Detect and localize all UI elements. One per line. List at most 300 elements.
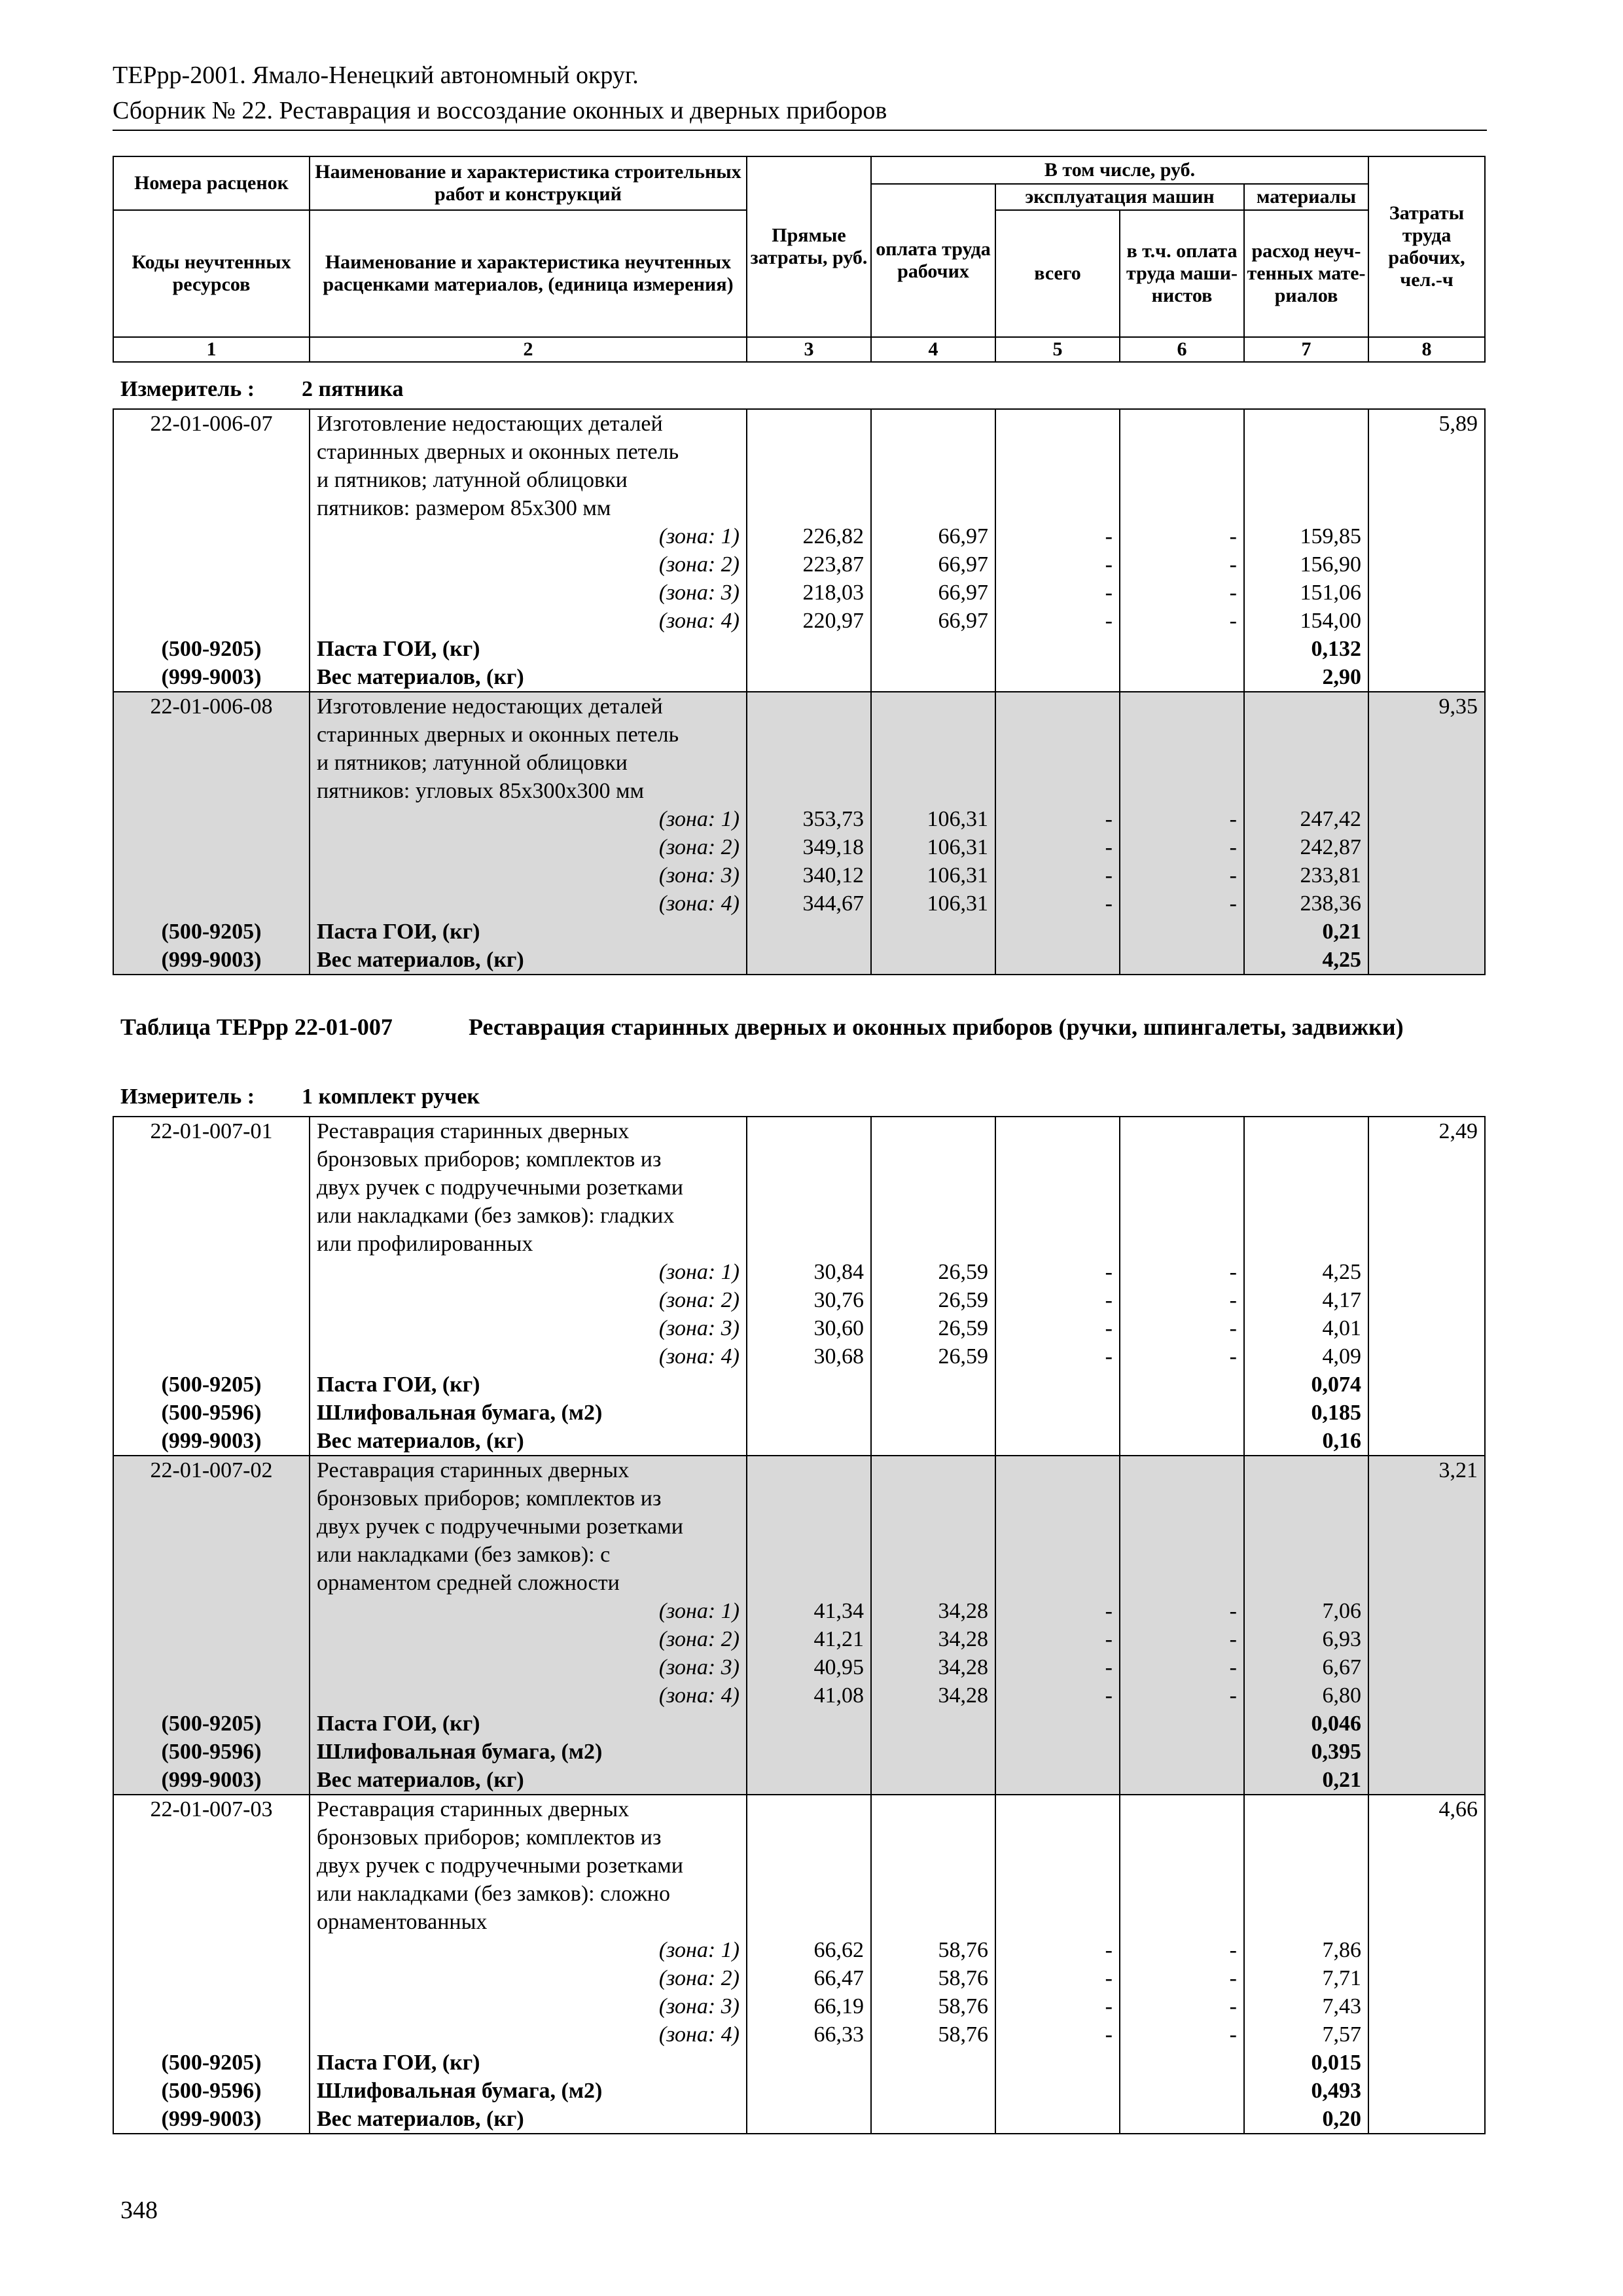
empty-cell bbox=[747, 1823, 871, 1852]
rate-description-row bbox=[113, 1484, 1485, 1513]
empty-cell bbox=[871, 1852, 995, 1880]
rate-description: орнаментованных bbox=[310, 1908, 747, 1936]
material-consumption: 4,25 bbox=[1244, 946, 1368, 975]
empty-cell bbox=[1120, 438, 1244, 466]
empty-cell bbox=[1368, 2049, 1485, 2077]
empty-cell bbox=[1120, 1202, 1244, 1230]
empty-cell bbox=[871, 1541, 995, 1569]
labor-costs bbox=[1368, 494, 1485, 522]
empty-cell bbox=[995, 438, 1120, 466]
material-consumption: 0,074 bbox=[1244, 1371, 1368, 1399]
empty-cell bbox=[871, 635, 995, 663]
empty-cell bbox=[1368, 1597, 1485, 1625]
header-machines: эксплуатация машин bbox=[995, 184, 1244, 210]
machinists-pay: - bbox=[1120, 1964, 1244, 1992]
empty-cell bbox=[995, 1456, 1120, 1484]
empty-cell bbox=[995, 1880, 1120, 1908]
empty-cell bbox=[113, 1597, 310, 1625]
resource-code: (999-9003) bbox=[113, 946, 310, 975]
machinists-pay: - bbox=[1120, 1314, 1244, 1342]
empty-cell bbox=[995, 1569, 1120, 1597]
empty-cell bbox=[1244, 1202, 1368, 1230]
empty-cell bbox=[1244, 1908, 1368, 1936]
empty-cell bbox=[1244, 692, 1368, 721]
zone-label: (зона: 3) bbox=[310, 861, 747, 889]
resource-code: (500-9205) bbox=[113, 1710, 310, 1738]
zone-row bbox=[113, 1964, 1485, 1992]
rate-description: Изготовление недостающих деталей bbox=[310, 409, 747, 438]
empty-cell bbox=[995, 494, 1120, 522]
empty-cell bbox=[1244, 1230, 1368, 1258]
direct-costs: 223,87 bbox=[747, 550, 871, 579]
direct-costs: 41,08 bbox=[747, 1681, 871, 1710]
empty-cell bbox=[995, 663, 1120, 692]
empty-cell bbox=[871, 438, 995, 466]
empty-cell bbox=[747, 2049, 871, 2077]
header-materials: материалы bbox=[1244, 184, 1368, 210]
labor-costs: 3,21 bbox=[1368, 1456, 1485, 1484]
material-name: Шлифовальная бумага, (м2) bbox=[310, 2077, 747, 2105]
rate-description-row bbox=[113, 1456, 1485, 1484]
empty-cell bbox=[747, 1569, 871, 1597]
rate-description-row bbox=[113, 1823, 1485, 1852]
workers-pay: 106,31 bbox=[871, 861, 995, 889]
empty-cell bbox=[995, 1145, 1120, 1174]
zone-label: (зона: 1) bbox=[310, 1597, 747, 1625]
material-name: Шлифовальная бумага, (м2) bbox=[310, 1399, 747, 1427]
empty-cell bbox=[1244, 1145, 1368, 1174]
empty-cell bbox=[747, 1852, 871, 1880]
material-row bbox=[113, 1738, 1485, 1766]
empty-cell bbox=[747, 466, 871, 494]
materials-cost: 156,90 bbox=[1244, 550, 1368, 579]
direct-costs: 218,03 bbox=[747, 579, 871, 607]
empty-cell bbox=[747, 1541, 871, 1569]
direct-costs: 66,47 bbox=[747, 1964, 871, 1992]
direct-costs: 40,95 bbox=[747, 1653, 871, 1681]
empty-cell bbox=[871, 466, 995, 494]
empty-cell bbox=[747, 1230, 871, 1258]
rate-description: Реставрация старинных дверных bbox=[310, 1456, 747, 1484]
empty-cell bbox=[871, 749, 995, 777]
material-consumption: 0,395 bbox=[1244, 1738, 1368, 1766]
machinists-pay: - bbox=[1120, 1625, 1244, 1653]
workers-pay: 26,59 bbox=[871, 1314, 995, 1342]
labor-costs bbox=[1368, 1541, 1485, 1569]
empty-cell bbox=[871, 1230, 995, 1258]
column-header-table bbox=[113, 156, 1486, 363]
zone-label: (зона: 1) bbox=[310, 1936, 747, 1964]
rate-description-row bbox=[113, 721, 1485, 749]
empty-cell bbox=[1120, 1399, 1244, 1427]
empty-cell bbox=[871, 1456, 995, 1484]
workers-pay: 58,76 bbox=[871, 1992, 995, 2020]
empty-cell bbox=[113, 1258, 310, 1286]
empty-cell bbox=[995, 1174, 1120, 1202]
empty-cell bbox=[1368, 1342, 1485, 1371]
labor-costs bbox=[1368, 777, 1485, 805]
empty-cell bbox=[871, 1766, 995, 1795]
col-number-7: 7 bbox=[1244, 337, 1368, 362]
header-rule bbox=[113, 130, 1487, 131]
labor-costs bbox=[1368, 1230, 1485, 1258]
header-labor-costs: Затраты труда рабочих, чел.-ч bbox=[1368, 156, 1485, 337]
rate-description: бронзовых приборов; комплектов из bbox=[310, 1484, 747, 1513]
zone-label: (зона: 2) bbox=[310, 1286, 747, 1314]
rate-description-row bbox=[113, 1541, 1485, 1569]
materials-cost: 247,42 bbox=[1244, 805, 1368, 833]
materials-cost: 6,67 bbox=[1244, 1653, 1368, 1681]
empty-cell bbox=[1120, 692, 1244, 721]
empty-cell bbox=[747, 2105, 871, 2134]
empty-cell bbox=[1120, 1710, 1244, 1738]
empty-cell bbox=[113, 889, 310, 918]
empty-cell bbox=[1120, 918, 1244, 946]
empty-cell bbox=[1244, 1569, 1368, 1597]
empty-cell bbox=[1120, 1513, 1244, 1541]
labor-costs bbox=[1368, 1484, 1485, 1513]
empty-cell bbox=[1120, 1795, 1244, 1823]
labor-costs: 9,35 bbox=[1368, 692, 1485, 721]
empty-cell bbox=[871, 1908, 995, 1936]
empty-cell bbox=[747, 1766, 871, 1795]
rate-description-row bbox=[113, 1908, 1485, 1936]
machines-total: - bbox=[995, 805, 1120, 833]
empty-cell bbox=[1120, 2077, 1244, 2105]
machines-total: - bbox=[995, 1681, 1120, 1710]
labor-costs bbox=[1368, 721, 1485, 749]
resource-code: (500-9596) bbox=[113, 2077, 310, 2105]
empty-cell bbox=[1368, 918, 1485, 946]
direct-costs: 353,73 bbox=[747, 805, 871, 833]
machines-total: - bbox=[995, 1597, 1120, 1625]
workers-pay: 106,31 bbox=[871, 805, 995, 833]
empty-cell bbox=[995, 1823, 1120, 1852]
empty-cell bbox=[871, 1513, 995, 1541]
empty-cell bbox=[747, 1202, 871, 1230]
resource-code: (999-9003) bbox=[113, 663, 310, 692]
rate-description: Изготовление недостающих деталей bbox=[310, 692, 747, 721]
resource-code: (500-9596) bbox=[113, 1738, 310, 1766]
empty-cell bbox=[871, 1484, 995, 1513]
measure-1-label: Измеритель : bbox=[120, 377, 255, 401]
col-number-3: 3 bbox=[747, 337, 871, 362]
header-resource-codes: Коды неучтенных ресурсов bbox=[113, 210, 310, 337]
materials-cost: 238,36 bbox=[1244, 889, 1368, 918]
empty-cell bbox=[1244, 1174, 1368, 1202]
empty-cell bbox=[871, 1371, 995, 1399]
empty-cell bbox=[871, 2077, 995, 2105]
empty-cell bbox=[113, 1992, 310, 2020]
rate-description-row bbox=[113, 466, 1485, 494]
material-row bbox=[113, 918, 1485, 946]
empty-cell bbox=[113, 1936, 310, 1964]
materials-cost: 7,57 bbox=[1244, 2020, 1368, 2049]
material-consumption: 2,90 bbox=[1244, 663, 1368, 692]
machines-total: - bbox=[995, 1314, 1120, 1342]
rates-table-22-01-006 bbox=[113, 408, 1486, 975]
machines-total: - bbox=[995, 833, 1120, 861]
header-rate-numbers: Номера расценок bbox=[113, 156, 310, 210]
empty-cell bbox=[995, 2077, 1120, 2105]
empty-cell bbox=[871, 2049, 995, 2077]
workers-pay: 34,28 bbox=[871, 1681, 995, 1710]
resource-code: (500-9596) bbox=[113, 1399, 310, 1427]
rate-description: или накладками (без замков): сложно bbox=[310, 1880, 747, 1908]
direct-costs: 220,97 bbox=[747, 607, 871, 635]
rate-description-row bbox=[113, 692, 1485, 721]
zone-label: (зона: 4) bbox=[310, 1342, 747, 1371]
material-consumption: 0,21 bbox=[1244, 918, 1368, 946]
zone-row bbox=[113, 889, 1485, 918]
machinists-pay: - bbox=[1120, 1936, 1244, 1964]
empty-cell bbox=[1244, 1541, 1368, 1569]
rate-code bbox=[113, 1484, 310, 1513]
zone-row bbox=[113, 1653, 1485, 1681]
empty-cell bbox=[113, 861, 310, 889]
rate-description-row bbox=[113, 1202, 1485, 1230]
empty-cell bbox=[1368, 1314, 1485, 1342]
resource-code: (500-9205) bbox=[113, 635, 310, 663]
empty-cell bbox=[1244, 1823, 1368, 1852]
table-title-22-01-007 bbox=[120, 1011, 1482, 1077]
empty-cell bbox=[1368, 889, 1485, 918]
empty-cell bbox=[113, 579, 310, 607]
rate-code bbox=[113, 1230, 310, 1258]
machines-total: - bbox=[995, 1258, 1120, 1286]
material-row bbox=[113, 2105, 1485, 2134]
direct-costs: 41,34 bbox=[747, 1597, 871, 1625]
header-line-2: Сборник № 22. Реставрация и воссоздание оконных и дверных приборов bbox=[113, 97, 887, 124]
labor-costs bbox=[1368, 466, 1485, 494]
empty-cell bbox=[113, 833, 310, 861]
empty-cell bbox=[747, 721, 871, 749]
material-row bbox=[113, 1766, 1485, 1795]
zone-row bbox=[113, 1681, 1485, 1710]
zone-row bbox=[113, 1314, 1485, 1342]
empty-cell bbox=[747, 1795, 871, 1823]
rate-description: и пятников; латунной облицовки bbox=[310, 749, 747, 777]
empty-cell bbox=[1120, 1738, 1244, 1766]
empty-cell bbox=[871, 721, 995, 749]
rate-description: старинных дверных и оконных петель bbox=[310, 721, 747, 749]
rate-description: или накладками (без замков): гладких bbox=[310, 1202, 747, 1230]
zone-row bbox=[113, 550, 1485, 579]
empty-cell bbox=[1368, 1258, 1485, 1286]
empty-cell bbox=[1244, 1852, 1368, 1880]
workers-pay: 106,31 bbox=[871, 833, 995, 861]
machines-total: - bbox=[995, 889, 1120, 918]
rate-code: 22-01-006-08 bbox=[113, 692, 310, 721]
labor-costs bbox=[1368, 749, 1485, 777]
empty-cell bbox=[747, 2077, 871, 2105]
measure-1 bbox=[120, 377, 403, 402]
empty-cell bbox=[871, 1202, 995, 1230]
empty-cell bbox=[995, 2105, 1120, 2134]
direct-costs: 226,82 bbox=[747, 522, 871, 550]
rate-code bbox=[113, 1852, 310, 1880]
col-number-8: 8 bbox=[1368, 337, 1485, 362]
labor-costs bbox=[1368, 1880, 1485, 1908]
labor-costs bbox=[1368, 1145, 1485, 1174]
empty-cell bbox=[1120, 1908, 1244, 1936]
material-name: Паста ГОИ, (кг) bbox=[310, 1710, 747, 1738]
materials-cost: 4,01 bbox=[1244, 1314, 1368, 1342]
empty-cell bbox=[747, 749, 871, 777]
rate-description: или профилированных bbox=[310, 1230, 747, 1258]
empty-cell bbox=[1120, 777, 1244, 805]
rate-description-row bbox=[113, 1880, 1485, 1908]
empty-cell bbox=[747, 409, 871, 438]
empty-cell bbox=[1368, 1653, 1485, 1681]
zone-row bbox=[113, 1625, 1485, 1653]
material-row bbox=[113, 1427, 1485, 1456]
empty-cell bbox=[113, 550, 310, 579]
rate-code bbox=[113, 1823, 310, 1852]
empty-cell bbox=[995, 1852, 1120, 1880]
empty-cell bbox=[1368, 861, 1485, 889]
empty-cell bbox=[1120, 1174, 1244, 1202]
material-name: Вес материалов, (кг) bbox=[310, 1427, 747, 1456]
rate-description-row bbox=[113, 1117, 1485, 1145]
direct-costs: 344,67 bbox=[747, 889, 871, 918]
empty-cell bbox=[747, 1513, 871, 1541]
zone-row bbox=[113, 1342, 1485, 1371]
machinists-pay: - bbox=[1120, 1258, 1244, 1286]
empty-cell bbox=[1368, 1936, 1485, 1964]
materials-cost: 151,06 bbox=[1244, 579, 1368, 607]
empty-cell bbox=[1120, 1823, 1244, 1852]
rates-table-22-01-007 bbox=[113, 1116, 1486, 2134]
workers-pay: 66,97 bbox=[871, 607, 995, 635]
measure-2-value: 1 комплект ручек bbox=[302, 1085, 480, 1109]
machines-total: - bbox=[995, 1992, 1120, 2020]
running-header bbox=[113, 58, 1487, 131]
empty-cell bbox=[1120, 2049, 1244, 2077]
rate-code bbox=[113, 1202, 310, 1230]
materials-cost: 233,81 bbox=[1244, 861, 1368, 889]
empty-cell bbox=[1368, 2105, 1485, 2134]
empty-cell bbox=[871, 1710, 995, 1738]
empty-cell bbox=[747, 1174, 871, 1202]
zone-label: (зона: 1) bbox=[310, 1258, 747, 1286]
direct-costs: 41,21 bbox=[747, 1625, 871, 1653]
empty-cell bbox=[871, 1795, 995, 1823]
workers-pay: 58,76 bbox=[871, 1936, 995, 1964]
empty-cell bbox=[1244, 1795, 1368, 1823]
rate-code: 22-01-007-01 bbox=[113, 1117, 310, 1145]
labor-costs bbox=[1368, 1569, 1485, 1597]
workers-pay: 26,59 bbox=[871, 1286, 995, 1314]
rate-code bbox=[113, 466, 310, 494]
material-name: Вес материалов, (кг) bbox=[310, 946, 747, 975]
empty-cell bbox=[1244, 1513, 1368, 1541]
rate-code bbox=[113, 749, 310, 777]
machinists-pay: - bbox=[1120, 805, 1244, 833]
materials-cost: 7,71 bbox=[1244, 1964, 1368, 1992]
empty-cell bbox=[995, 1399, 1120, 1427]
zone-label: (зона: 2) bbox=[310, 550, 747, 579]
workers-pay: 106,31 bbox=[871, 889, 995, 918]
machines-total: - bbox=[995, 579, 1120, 607]
col-number-4: 4 bbox=[871, 337, 995, 362]
header-direct-costs: Прямые затраты, руб. bbox=[747, 156, 871, 337]
material-consumption: 0,20 bbox=[1244, 2105, 1368, 2134]
workers-pay: 66,97 bbox=[871, 522, 995, 550]
machines-total: - bbox=[995, 522, 1120, 550]
zone-label: (зона: 4) bbox=[310, 2020, 747, 2049]
empty-cell bbox=[871, 1569, 995, 1597]
empty-cell bbox=[1120, 1145, 1244, 1174]
material-consumption: 0,132 bbox=[1244, 635, 1368, 663]
empty-cell bbox=[1120, 1484, 1244, 1513]
empty-cell bbox=[1368, 579, 1485, 607]
labor-costs bbox=[1368, 1823, 1485, 1852]
empty-cell bbox=[747, 918, 871, 946]
empty-cell bbox=[1244, 438, 1368, 466]
materials-cost: 7,06 bbox=[1244, 1597, 1368, 1625]
rate-code: 22-01-007-02 bbox=[113, 1456, 310, 1484]
machines-total: - bbox=[995, 861, 1120, 889]
empty-cell bbox=[1368, 1738, 1485, 1766]
rate-description-row bbox=[113, 438, 1485, 466]
machinists-pay: - bbox=[1120, 550, 1244, 579]
empty-cell bbox=[995, 1427, 1120, 1456]
materials-cost: 242,87 bbox=[1244, 833, 1368, 861]
measure-1-value: 2 пятника bbox=[302, 377, 404, 401]
material-consumption: 0,185 bbox=[1244, 1399, 1368, 1427]
empty-cell bbox=[1120, 749, 1244, 777]
material-name: Шлифовальная бумага, (м2) bbox=[310, 1738, 747, 1766]
machinists-pay: - bbox=[1120, 1681, 1244, 1710]
empty-cell bbox=[871, 918, 995, 946]
workers-pay: 26,59 bbox=[871, 1342, 995, 1371]
empty-cell bbox=[871, 1117, 995, 1145]
measure-2 bbox=[120, 1085, 480, 1109]
rate-description-row bbox=[113, 1174, 1485, 1202]
empty-cell bbox=[1244, 721, 1368, 749]
material-consumption: 0,16 bbox=[1244, 1427, 1368, 1456]
materials-cost: 4,09 bbox=[1244, 1342, 1368, 1371]
material-row bbox=[113, 1399, 1485, 1427]
table-title-text: Реставрация старинных дверных и оконных приборов (ручки, шпингалеты, задвижки) bbox=[469, 1014, 1404, 1040]
empty-cell bbox=[1120, 409, 1244, 438]
rate-description-row bbox=[113, 777, 1485, 805]
header-including: В том числе, руб. bbox=[871, 156, 1368, 184]
empty-cell bbox=[871, 494, 995, 522]
empty-cell bbox=[1120, 1117, 1244, 1145]
empty-cell bbox=[747, 1145, 871, 1174]
machinists-pay: - bbox=[1120, 889, 1244, 918]
empty-cell bbox=[1368, 522, 1485, 550]
empty-cell bbox=[1368, 1371, 1485, 1399]
empty-cell bbox=[871, 777, 995, 805]
zone-label: (зона: 4) bbox=[310, 889, 747, 918]
empty-cell bbox=[995, 749, 1120, 777]
materials-cost: 4,17 bbox=[1244, 1286, 1368, 1314]
empty-cell bbox=[1120, 466, 1244, 494]
zone-row bbox=[113, 607, 1485, 635]
zone-row bbox=[113, 1992, 1485, 2020]
rate-code bbox=[113, 1908, 310, 1936]
resource-code: (500-9205) bbox=[113, 2049, 310, 2077]
empty-cell bbox=[113, 522, 310, 550]
workers-pay: 58,76 bbox=[871, 1964, 995, 1992]
empty-cell bbox=[1368, 663, 1485, 692]
machinists-pay: - bbox=[1120, 1286, 1244, 1314]
empty-cell bbox=[871, 1738, 995, 1766]
empty-cell bbox=[995, 1795, 1120, 1823]
